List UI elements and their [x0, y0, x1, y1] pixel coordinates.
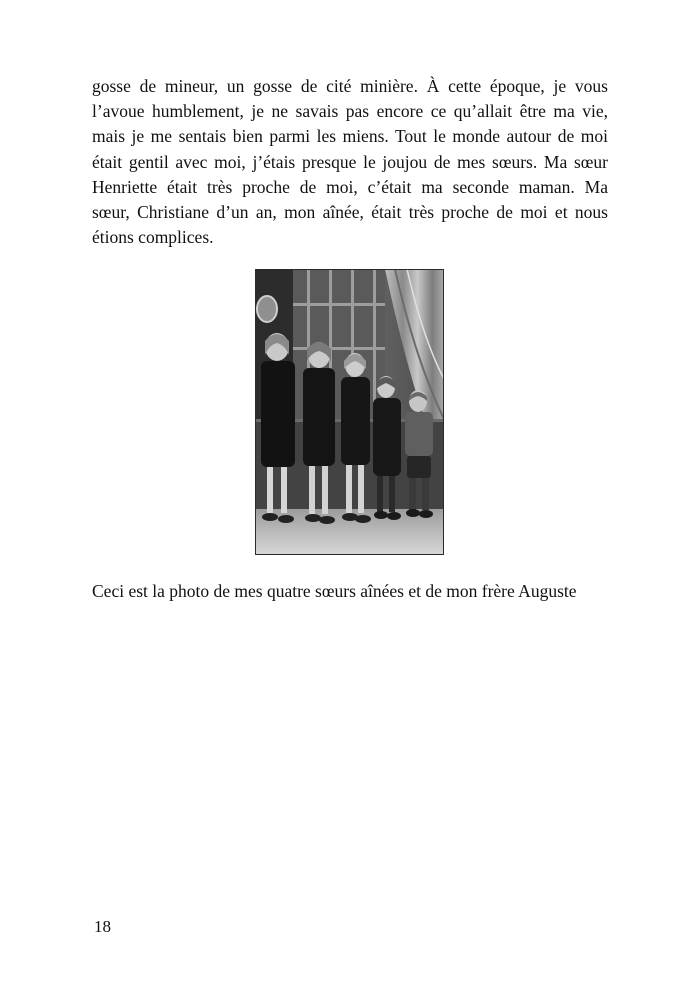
paragraph-line: mais je me sentais bien parmi les miens. Tout le monde autour de moi: [92, 126, 608, 147]
paragraph-line: l’avoue humblement, je ne savais pas encore ce qu’allait être ma vie,: [92, 101, 608, 122]
paragraph-line: était gentil avec moi, j’étais presque le joujou de mes sœurs. Ma sœur: [92, 151, 608, 172]
paragraph-line: étions complices.: [92, 227, 214, 248]
paragraph-line: sœur, Christiane d’un an, mon aînée, était très proche de moi et nous: [92, 202, 608, 223]
body-paragraph: [92, 74, 608, 250]
family-photo: [255, 269, 444, 555]
paragraph-line: gosse de mineur, un gosse de cité minière. À cette époque, je vous: [92, 76, 608, 96]
paragraph-line: Henriette était très proche de moi, c’était ma seconde maman. Ma: [92, 176, 608, 197]
photo-caption: Ceci est la photo de mes quatre sœurs aînées et de mon frère Auguste: [92, 581, 577, 601]
family-photo-image: [255, 269, 444, 555]
page-number: 18: [94, 917, 111, 936]
